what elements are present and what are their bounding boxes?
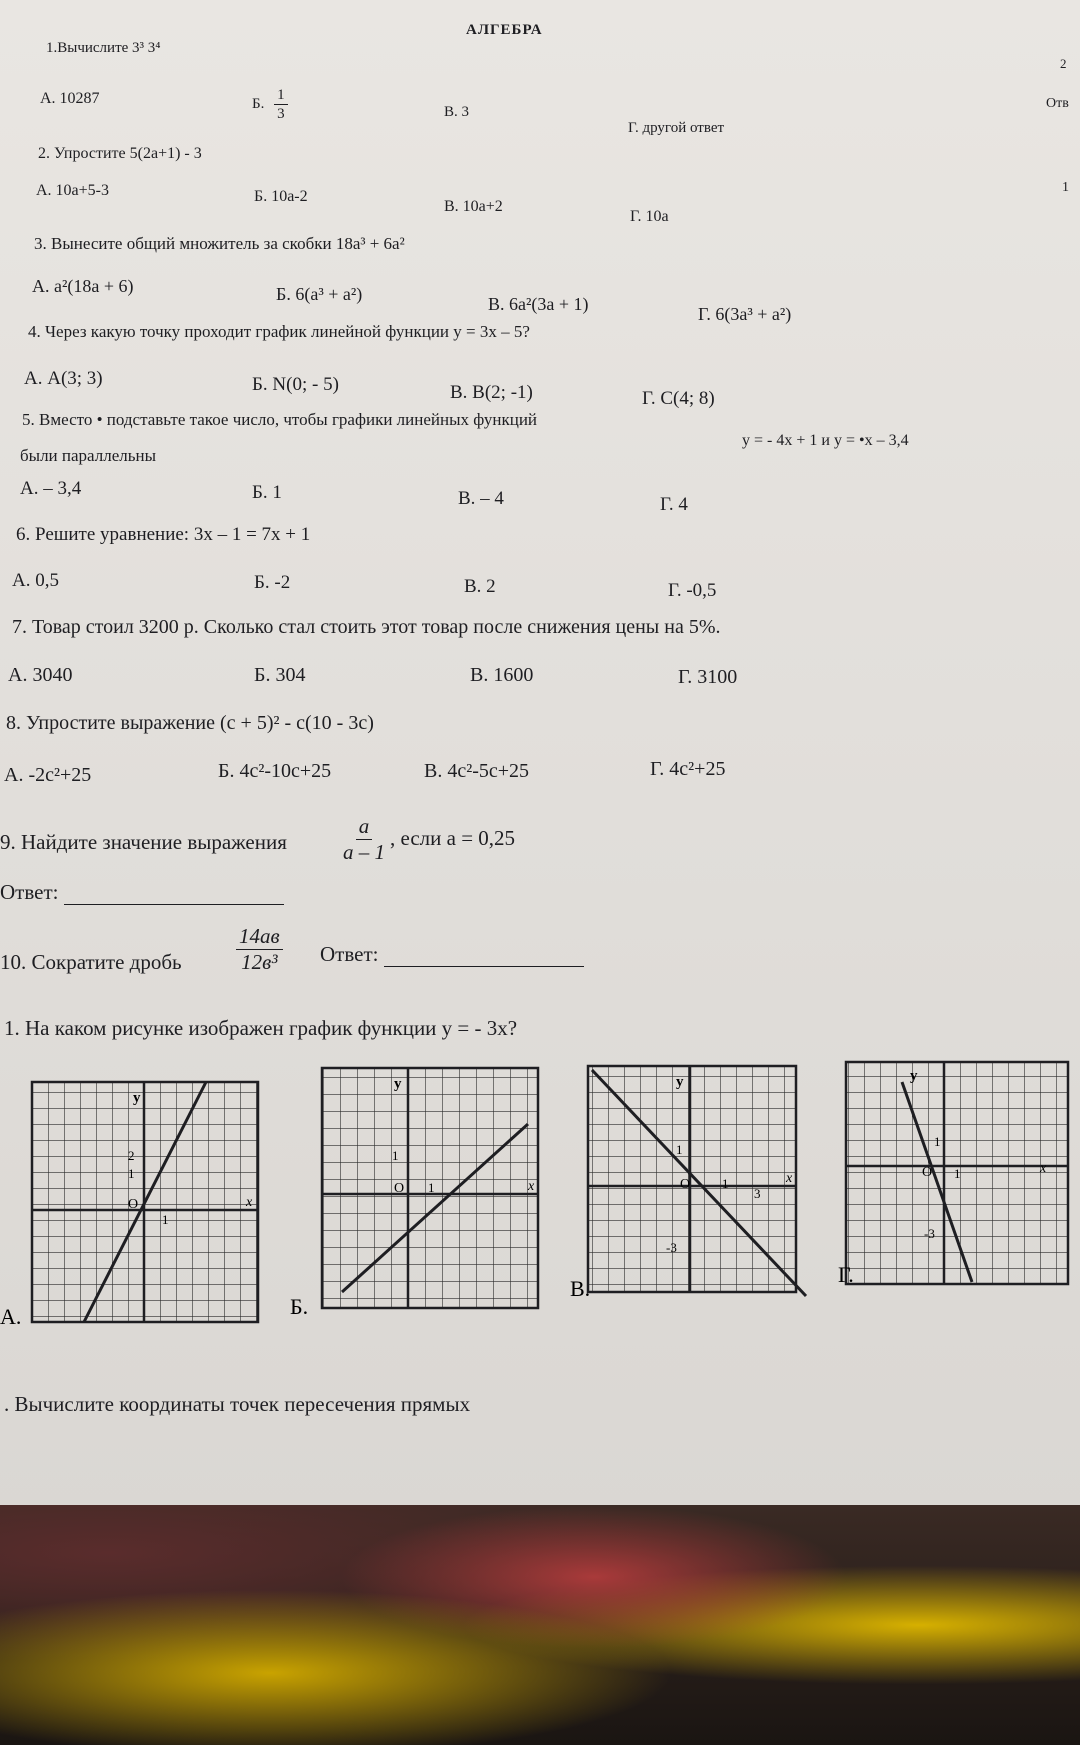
question-3: 3. Вынесите общий множитель за скобки 18a³ + 6a² <box>34 234 405 253</box>
graph-g-tick-y-3: -3 <box>924 1226 935 1241</box>
graphs-figure <box>0 1060 1080 1340</box>
q1-fraction: $\frac{1}{3}$ <box>274 86 288 123</box>
q7-option-a: А. 3040 <box>8 664 73 686</box>
graph-g-origin: O <box>922 1165 933 1180</box>
q8-option-d: Г. 4c²+25 <box>650 758 726 780</box>
q9-answer-line[interactable] <box>64 903 284 905</box>
q2-option-a: А. 10а+5-3 <box>36 182 110 199</box>
question-11: 1. На каком рисунке изображен график функции y = - 3x? <box>4 1016 518 1040</box>
q3-option-b: Б. 6(a³ + a²) <box>276 284 363 304</box>
q5-option-c: В. – 4 <box>458 488 504 509</box>
graph-v[interactable] <box>588 1066 806 1296</box>
corner-number: 2 <box>1060 56 1067 71</box>
graph-g-y-label: y <box>910 1068 918 1084</box>
q8-option-a: А. -2c²+25 <box>4 764 92 786</box>
question-1: 1.Вычислите 3³ 3⁴ <box>46 40 161 56</box>
question-2: 2. Упростите 5(2а+1) - 3 <box>38 145 202 162</box>
q10-answer: Ответ: <box>320 942 584 967</box>
graph-v-tick-x3: 3 <box>754 1186 761 1201</box>
graph-a-tick-y2: 2 <box>128 1148 135 1163</box>
q2-option-b: Б. 10а-2 <box>254 188 308 205</box>
graph-a-tick-y1: 1 <box>128 1166 135 1181</box>
q5-option-d: Г. 4 <box>660 494 688 515</box>
graph-b-tick-y1: 1 <box>392 1148 399 1163</box>
q3-option-c: В. 6a²(3a + 1) <box>488 294 589 314</box>
graph-v-tick-y-3: -3 <box>666 1240 677 1255</box>
graph-a-origin: O <box>128 1197 139 1212</box>
graph-g-tick-y1: 1 <box>934 1134 941 1149</box>
q7-option-d: Г. 3100 <box>678 666 738 688</box>
q2-option-d: Г. 10а <box>630 208 669 225</box>
q9-condition: , если a = 0,25 <box>390 826 516 850</box>
graph-b-origin: O <box>394 1181 405 1196</box>
q6-option-b: Б. -2 <box>254 572 291 593</box>
graph-v-tick-y1: 1 <box>676 1142 683 1157</box>
graph-b[interactable] <box>322 1068 538 1308</box>
graph-b-y-label: y <box>394 1076 402 1092</box>
graph-g-tick-x1: 1 <box>954 1166 961 1181</box>
question-5-functions: y = - 4x + 1 и y = •x – 3,4 <box>742 432 909 449</box>
q6-option-c: В. 2 <box>464 576 496 597</box>
q4-option-d: Г. C(4; 8) <box>642 388 715 409</box>
q8-option-b: Б. 4c²-10c+25 <box>218 760 332 782</box>
graph-v-label: В. <box>570 1276 591 1301</box>
question-10: 10. Сократите дробь <box>0 950 182 974</box>
question-4: 4. Через какую точку проходит график линейной функции y = 3x – 5? <box>28 322 530 341</box>
graph-a-label: А. <box>0 1304 22 1329</box>
graph-a-y-label: y <box>133 1090 141 1106</box>
graph-b-label: Б. <box>290 1294 309 1319</box>
graph-v-x-label: x <box>786 1171 793 1186</box>
q10-fraction: $\frac{14ав}{\text{12в³}}$ <box>230 924 289 975</box>
corner-label: Отв <box>1046 96 1069 111</box>
q3-option-d: Г. 6(3a³ + a²) <box>698 304 792 324</box>
q7-option-b: Б. 304 <box>254 664 306 686</box>
graph-g-x-label: x <box>1040 1161 1047 1176</box>
graph-g[interactable] <box>846 1062 1068 1284</box>
q1-option-c: В. 3 <box>444 104 470 120</box>
question-9: 9. Найдите значение выражения <box>0 830 287 854</box>
q1-option-b: Б. $\frac{1}{3}$ <box>252 86 294 123</box>
question-5: 5. Вместо • подставьте такое число, чтобы графики линейных функций <box>22 410 538 429</box>
q5-option-a: А. – 3,4 <box>20 478 82 499</box>
q1-option-d: Г. другой ответ <box>628 120 725 136</box>
question-7: 7. Товар стоил 3200 р. Сколько стал стоить этот товар после снижения цены на 5%. <box>12 616 721 638</box>
q8-option-c: В. 4c²-5c+25 <box>424 760 530 782</box>
q2-option-c: В. 10а+2 <box>444 198 503 215</box>
graph-v-y-label: y <box>676 1074 684 1090</box>
graph-a-tick-x1: 1 <box>162 1212 169 1227</box>
page-title: АЛГЕБРА <box>466 22 543 38</box>
graph-a[interactable] <box>32 1082 258 1322</box>
q4-option-a: А. A(3; 3) <box>24 368 103 389</box>
question-12: . Вычислите координаты точек пересечения прямых <box>4 1392 471 1416</box>
graph-v-tick-x1: 1 <box>722 1176 729 1191</box>
q10-answer-line[interactable] <box>384 965 584 967</box>
q7-option-c: В. 1600 <box>470 664 534 686</box>
question-6: 6. Решите уравнение: 3x – 1 = 7x + 1 <box>16 524 311 545</box>
q9-fraction: $\frac{a}{a - 1}$ <box>343 814 385 865</box>
q1-option-a: А. 10287 <box>40 90 100 107</box>
q4-option-c: В. B(2; -1) <box>450 382 533 403</box>
corner-digit: 1 <box>1062 180 1069 195</box>
graph-g-label: Г. <box>838 1262 854 1287</box>
question-5-line2: были параллельны <box>20 446 157 465</box>
question-8: 8. Упростите выражение (c + 5)² - c(10 - 3c) <box>6 712 374 734</box>
q4-option-b: Б. N(0; - 5) <box>252 374 339 395</box>
graph-v-origin: O <box>680 1177 691 1192</box>
q6-option-d: Г. -0,5 <box>668 580 717 601</box>
graph-a-x-label: x <box>246 1195 253 1210</box>
q5-option-b: Б. 1 <box>252 482 282 503</box>
q6-option-a: А. 0,5 <box>12 570 59 591</box>
q3-option-a: А. a²(18a + 6) <box>32 276 134 296</box>
graph-b-tick-x1: 1 <box>428 1180 435 1195</box>
graph-b-x-label: x <box>528 1179 535 1194</box>
q9-answer: Ответ: <box>0 880 284 905</box>
background-fabric <box>0 1505 1080 1745</box>
